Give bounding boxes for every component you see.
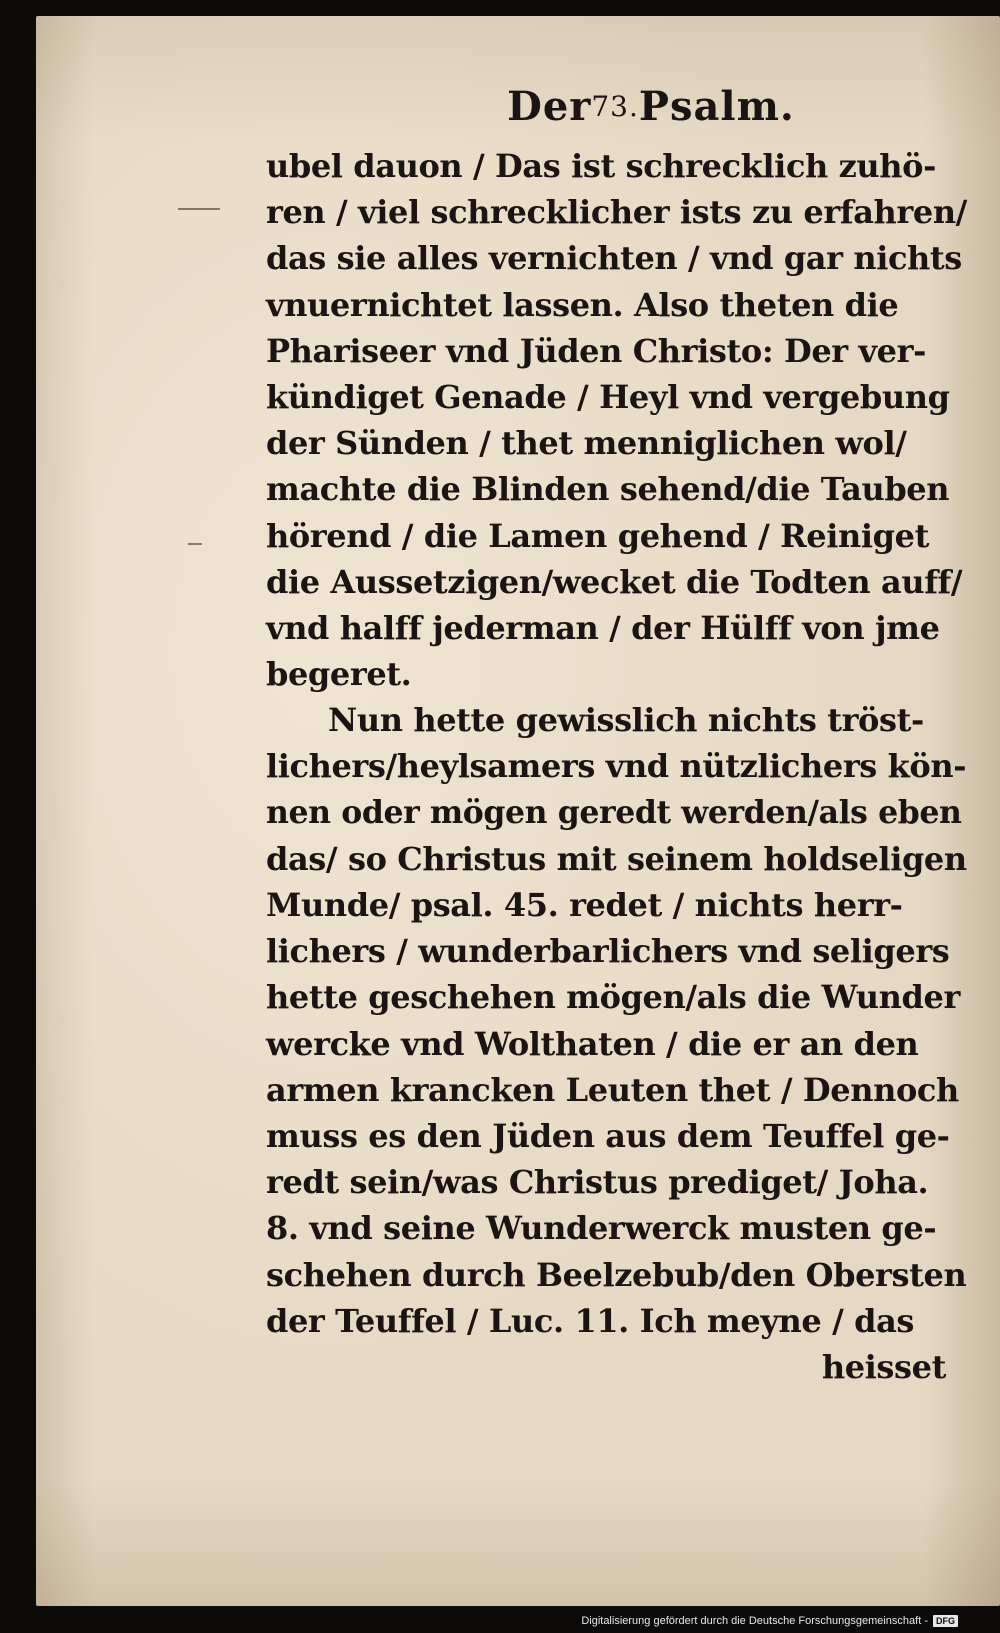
heading-suffix: Psalm. (638, 83, 795, 130)
text-line: vnd halff jederman / der Hülff von jme (266, 608, 940, 647)
book-page (36, 16, 1000, 1606)
text-line: der Sünden / thet menniglichen wol/ (266, 424, 907, 463)
psalm-number: 73. (591, 90, 639, 123)
page-text (266, 71, 966, 1390)
text-line: ren / viel schrecklicher ists zu erfahren/ (266, 193, 967, 232)
funding-credit (581, 1615, 958, 1627)
text-line: 8. vnd seine Wunderwerck musten ge- (266, 1209, 937, 1248)
text-line: das/ so Christus mit seinem holdseligen (266, 839, 967, 878)
margin-mark (178, 208, 220, 210)
funding-credit-text: Digitalisierung gefördert durch die Deutsche Forschungsgemeinschaft - (581, 1615, 928, 1627)
text-line: das sie alles vernichten / vnd gar nichts (266, 239, 962, 278)
text-line: Phariseer vnd Jüden Christo: Der ver- (266, 331, 926, 370)
text-line: nen oder mögen geredt werden/als eben (266, 793, 962, 831)
text-line: Munde/ psal. 45. redet / nichts herr- (266, 886, 903, 924)
text-line: ubel dauon / Das ist schrecklich zuhö- (266, 147, 936, 185)
text-line: muss es den Jüden aus dem Teuffel ge- (266, 1116, 950, 1155)
text-line: die Aussetzigen/wecket die Todten auff/ (266, 562, 963, 601)
text-line: kündiget Genade / Heyl vnd vergebung (266, 377, 950, 416)
paragraph-start-line: Nun hette gewisslich nichts tröst- (328, 701, 924, 740)
text-line: armen krancken Leuten thet / Dennoch (266, 1070, 959, 1109)
text-line: lichers / wunderbarlichers vnd seligers (266, 932, 950, 971)
running-heading (266, 71, 966, 143)
text-line: machte die Blinden sehend/die Tauben (266, 470, 950, 509)
text-line: hörend / die Lamen gehend / Reiniget (266, 516, 929, 555)
text-line: begeret. (266, 655, 412, 694)
heading-prefix: Der (507, 83, 592, 130)
catchword: heisset (821, 1347, 946, 1386)
text-line: hette geschehen mögen/als die Wunder (266, 978, 960, 1017)
text-line: vnuernichtet lassen. Also theten die (266, 285, 899, 324)
text-line: lichers/heylsamers vnd nützlichers kön- (266, 747, 967, 786)
margin-mark (188, 543, 202, 545)
dfg-logo: DFG (933, 1615, 958, 1627)
text-line: schehen durch Beelzebub/den Obersten (266, 1255, 967, 1294)
text-line: wercke vnd Wolthaten / die er an den (266, 1024, 919, 1063)
text-line: der Teuffel / Luc. 11. Ich meyne / das (266, 1301, 915, 1340)
text-line: redt sein/was Christus prediget/ Joha. (266, 1163, 929, 1202)
